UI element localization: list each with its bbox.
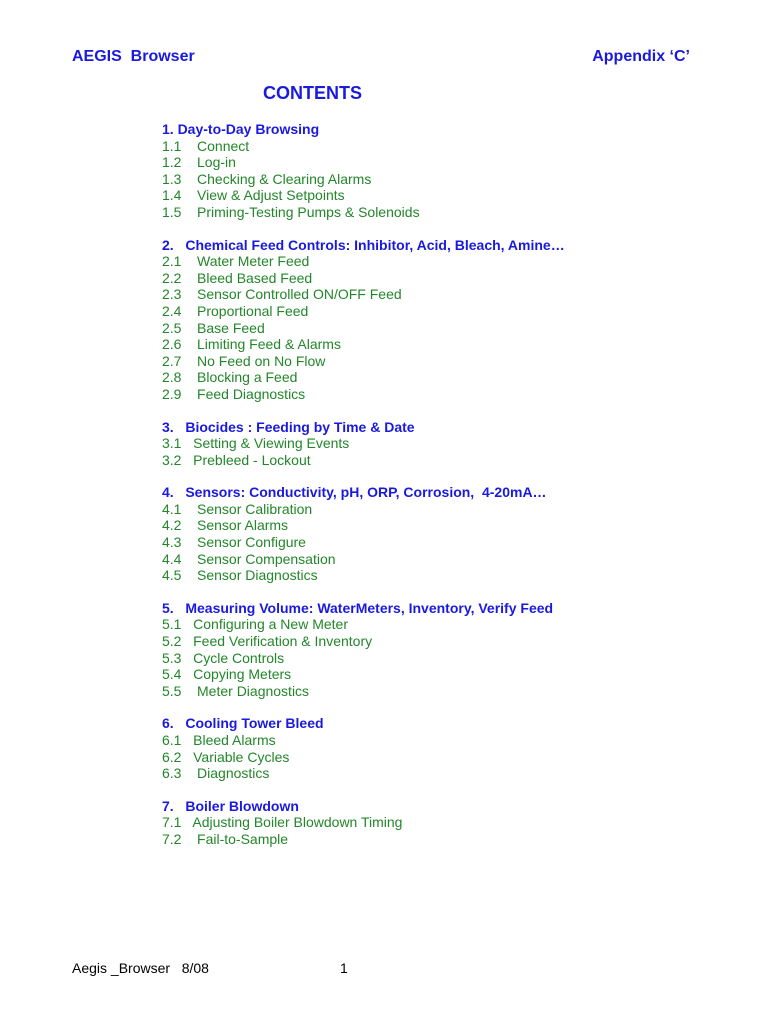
toc-section-1 [162,121,722,221]
toc-item[interactable]: 5.1 Configuring a New Meter [162,616,348,633]
toc-item[interactable]: 2.1 Water Meter Feed [162,253,310,270]
toc-item[interactable]: 4.1 Sensor Calibration [162,500,313,517]
appendix-label: Appendix ‘C’ [592,48,690,65]
toc-item[interactable]: 4.3 Sensor Configure [162,534,306,551]
document-header-title: AEGIS Browser [72,48,195,65]
toc-item[interactable]: 1.5 Priming-Testing Pumps & Solenoids [162,203,420,220]
section-title[interactable]: 1. Day-to-Day Browsing [162,121,320,137]
toc-item[interactable]: 2.2 Bleed Based Feed [162,269,313,286]
page-number: 1 [340,960,348,976]
toc-section-2 [162,237,722,403]
toc-section-3 [162,419,722,469]
section-title[interactable]: 7. Boiler Blowdown [162,797,299,814]
toc-item[interactable]: 5.3 Cycle Controls [162,649,285,666]
toc-item[interactable]: 7.1 Adjusting Boiler Blowdown Timing [162,814,403,831]
toc-section-7 [162,798,722,848]
toc-item[interactable]: 3.1 Setting & Viewing Events [162,435,350,452]
contents-title: CONTENTS [263,83,362,103]
toc-item[interactable]: 2.4 Proportional Feed [162,302,309,319]
section-title[interactable]: 3. Biocides : Feeding by Time & Date [162,418,415,435]
toc-section-5 [162,600,722,700]
section-title[interactable]: 4. Sensors: Conductivity, pH, ORP, Corrosion, 4-20mA… [162,484,547,501]
toc-item[interactable]: 2.6 Limiting Feed & Alarms [162,336,341,353]
toc-item[interactable]: 5.2 Feed Verification & Inventory [162,633,373,650]
toc-item[interactable]: 3.2 Prebleed - Lockout [162,451,311,468]
toc-item[interactable]: 6.3 Diagnostics [162,765,270,782]
toc-item[interactable]: 4.4 Sensor Compensation [162,550,336,567]
toc-section-6 [162,715,722,781]
table-of-contents [162,121,722,864]
section-title[interactable]: 5. Measuring Volume: WaterMeters, Inventory, Verify Feed [162,599,554,616]
footer-doc-id: Aegis _Browser 8/08 [72,960,209,976]
toc-item[interactable]: 5.4 Copying Meters [162,666,292,683]
toc-item[interactable]: 1.1 Connect [162,137,250,154]
toc-item[interactable]: 2.7 No Feed on No Flow [162,352,326,369]
toc-item[interactable]: 6.2 Variable Cycles [162,748,290,765]
toc-item[interactable]: 4.5 Sensor Diagnostics [162,567,318,584]
toc-item[interactable]: 1.3 Checking & Clearing Alarms [162,170,372,187]
toc-item[interactable]: 5.5 Meter Diagnostics [162,682,310,699]
toc-item[interactable]: 7.2 Fail-to-Sample [162,830,289,847]
toc-item[interactable]: 2.3 Sensor Controlled ON/OFF Feed [162,286,402,303]
toc-section-4 [162,484,722,584]
toc-item[interactable]: 2.9 Feed Diagnostics [162,385,306,402]
toc-item[interactable]: 4.2 Sensor Alarms [162,517,289,534]
section-title[interactable]: 2. Chemical Feed Controls: Inhibitor, Acid, Bleach, Amine… [162,236,565,253]
section-title[interactable]: 6. Cooling Tower Bleed [162,715,324,732]
toc-item[interactable]: 6.1 Bleed Alarms [162,732,276,748]
toc-item[interactable]: 2.8 Blocking a Feed [162,369,298,386]
toc-item[interactable]: 2.5 Base Feed [162,319,265,336]
toc-item[interactable]: 1.2 Log-in [162,154,236,171]
toc-item[interactable]: 1.4 View & Adjust Setpoints [162,187,345,204]
